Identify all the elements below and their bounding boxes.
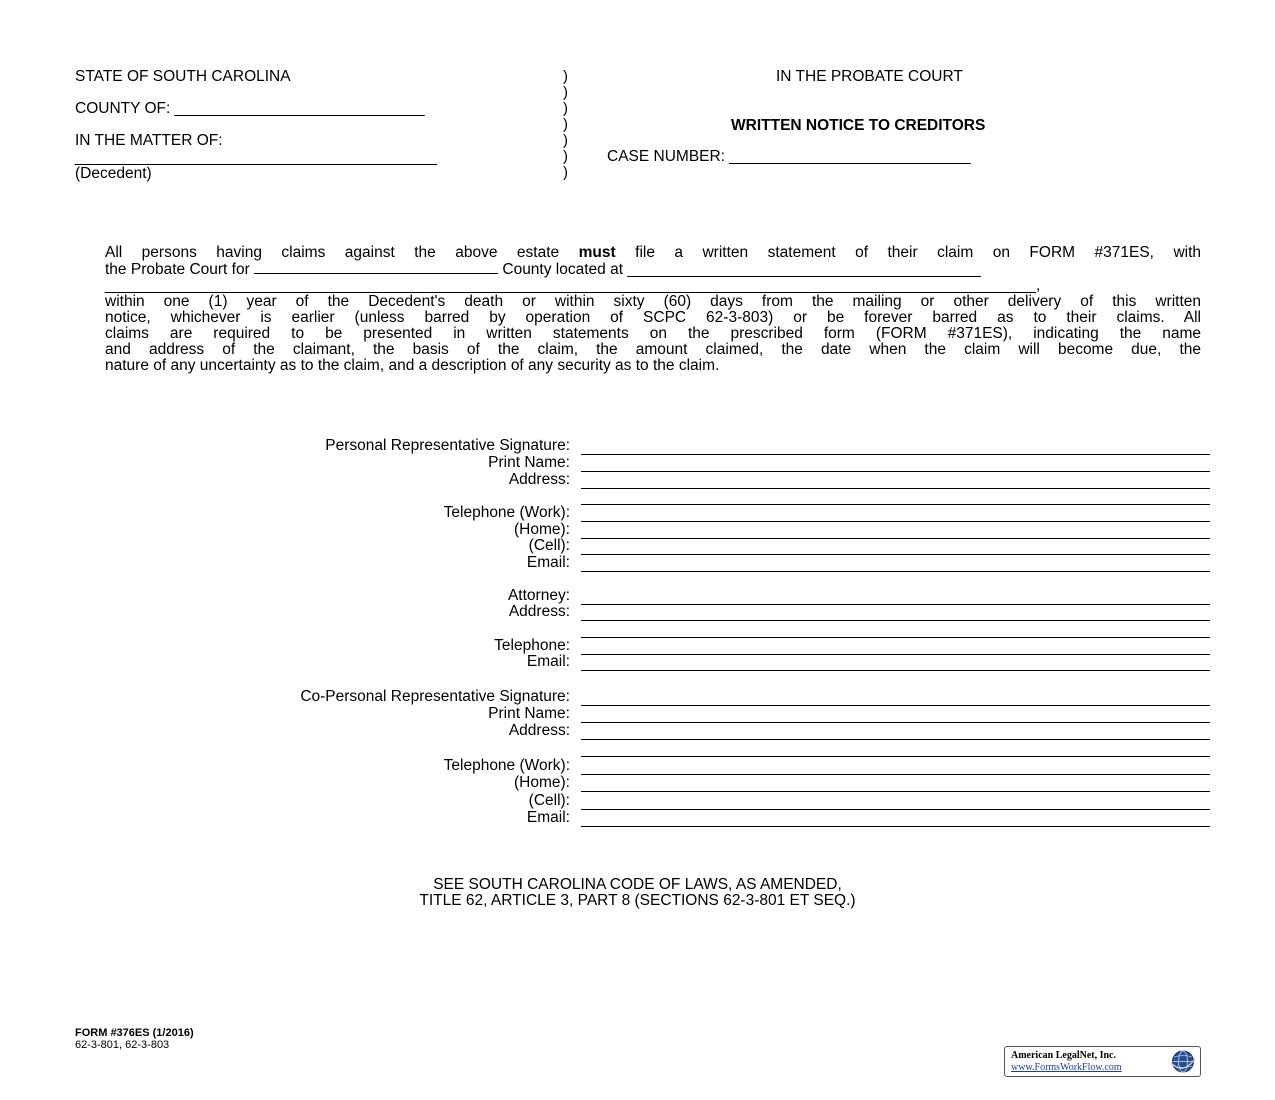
attorney-email-line[interactable]: [581, 670, 1210, 671]
pr-address-line[interactable]: [581, 488, 1210, 489]
court-location-field[interactable]: _________________________________________: [627, 261, 981, 278]
co-pr-telephone-work-label: Telephone (Work):: [443, 757, 570, 774]
publisher-logo[interactable]: [1004, 1046, 1201, 1077]
co-pr-telephone-home-label: (Home):: [514, 774, 570, 791]
pr-signature-line[interactable]: [581, 454, 1210, 455]
code-reference-line-1: SEE SOUTH CAROLINA CODE OF LAWS, AS AMENDED,: [433, 876, 842, 893]
attorney-address-line-2[interactable]: [581, 637, 1210, 638]
pr-email-line[interactable]: [581, 571, 1210, 572]
paren: ): [563, 116, 568, 133]
globe-icon: [1170, 1049, 1196, 1074]
publisher-url[interactable]: www.FormsWorkFlow.com: [1011, 1062, 1122, 1073]
attorney-address-label: Address:: [508, 603, 570, 620]
code-reference-line-2: TITLE 62, ARTICLE 3, PART 8 (SECTIONS 62-3-801 ET SEQ.): [419, 892, 856, 909]
attorney-email-label: Email:: [526, 653, 570, 670]
notice-line: within one (1) year of the Decedent's death or within sixty (60) days from the mailing or other delivery of this written: [105, 293, 1201, 310]
co-pr-telephone-cell-label: (Cell):: [528, 792, 570, 809]
county-field[interactable]: COUNTY OF: _____________________________: [75, 100, 425, 117]
court-location-field-continued[interactable]: ____________________________________________________________________________________________________________,: [105, 277, 1041, 294]
form-number: FORM #376ES (1/2016): [75, 1027, 194, 1039]
co-pr-signature-label: Co-Personal Representative Signature:: [300, 688, 570, 705]
co-pr-address-line-2[interactable]: [581, 756, 1210, 757]
probate-county-field[interactable]: [254, 261, 498, 274]
paren: ): [563, 100, 568, 117]
decedent-label: (Decedent): [75, 165, 152, 182]
notice-line: the Probate Court for County located at _________________________________________: [105, 261, 981, 278]
notice-line: notice, whichever is earlier (unless barred by operation of SCPC 62-3-803) or be forever barred as to their claims. All: [105, 309, 1201, 326]
pr-telephone-home-label: (Home):: [514, 521, 570, 538]
publisher-name: American LegalNet, Inc.: [1011, 1050, 1116, 1061]
co-pr-telephone-home-line[interactable]: [581, 791, 1210, 792]
pr-telephone-cell-label: (Cell):: [528, 537, 570, 554]
pr-print-name-label: Print Name:: [488, 454, 570, 471]
paren: ): [563, 132, 568, 149]
attorney-address-line[interactable]: [581, 620, 1210, 621]
case-number-field[interactable]: CASE NUMBER: ____________________________: [607, 148, 971, 165]
co-pr-signature-line[interactable]: [581, 705, 1210, 706]
co-pr-email-label: Email:: [526, 809, 570, 826]
paren: ): [563, 164, 568, 181]
pr-address-line-2[interactable]: [581, 504, 1210, 505]
co-pr-telephone-cell-line[interactable]: [581, 809, 1210, 810]
notice-line: All persons having claims against the above estate must file a written statement of their claim on FORM #371ES, with: [105, 244, 1202, 261]
co-pr-address-line[interactable]: [581, 739, 1210, 740]
attorney-label: Attorney:: [507, 587, 570, 604]
pr-telephone-work-label: Telephone (Work):: [443, 504, 570, 521]
state-caption: STATE OF SOUTH CAROLINA: [75, 68, 291, 85]
matter-label: IN THE MATTER OF:: [75, 132, 223, 149]
notice-line: and address of the claimant, the basis of the claim, the amount claimed, the date when the claim will become due, the: [105, 341, 1201, 358]
court-caption: IN THE PROBATE COURT: [776, 68, 963, 85]
pr-signature-label: Personal Representative Signature:: [325, 437, 570, 454]
notice-paragraph: [105, 245, 1201, 374]
matter-name-field[interactable]: __________________________________________: [75, 149, 438, 166]
notice-line: nature of any uncertainty as to the claim, and a description of any security as to the claim.: [105, 357, 720, 374]
form-title: WRITTEN NOTICE TO CREDITORS: [731, 117, 986, 134]
attorney-line[interactable]: [581, 604, 1210, 605]
co-pr-telephone-work-line[interactable]: [581, 774, 1210, 775]
paren: ): [563, 68, 568, 85]
must-emphasis: must: [578, 244, 616, 261]
paren: ): [563, 84, 568, 101]
pr-telephone-home-line[interactable]: [581, 538, 1210, 539]
pr-telephone-cell-line[interactable]: [581, 554, 1210, 555]
notice-line: claims are required to be presented in written statements on the prescribed form (FORM #371ES), indicating the name: [105, 325, 1201, 342]
pr-email-label: Email:: [526, 554, 570, 571]
co-pr-email-line[interactable]: [581, 826, 1210, 827]
attorney-telephone-label: Telephone:: [494, 637, 570, 654]
co-pr-print-name-label: Print Name:: [488, 705, 570, 722]
co-pr-print-name-line[interactable]: [581, 722, 1210, 723]
pr-address-label: Address:: [508, 471, 570, 488]
pr-print-name-line[interactable]: [581, 471, 1210, 472]
co-pr-address-label: Address:: [508, 722, 570, 739]
pr-telephone-work-line[interactable]: [581, 521, 1210, 522]
paren: ): [563, 148, 568, 165]
form-sections: 62-3-801, 62-3-803: [75, 1039, 170, 1051]
attorney-telephone-line[interactable]: [581, 654, 1210, 655]
